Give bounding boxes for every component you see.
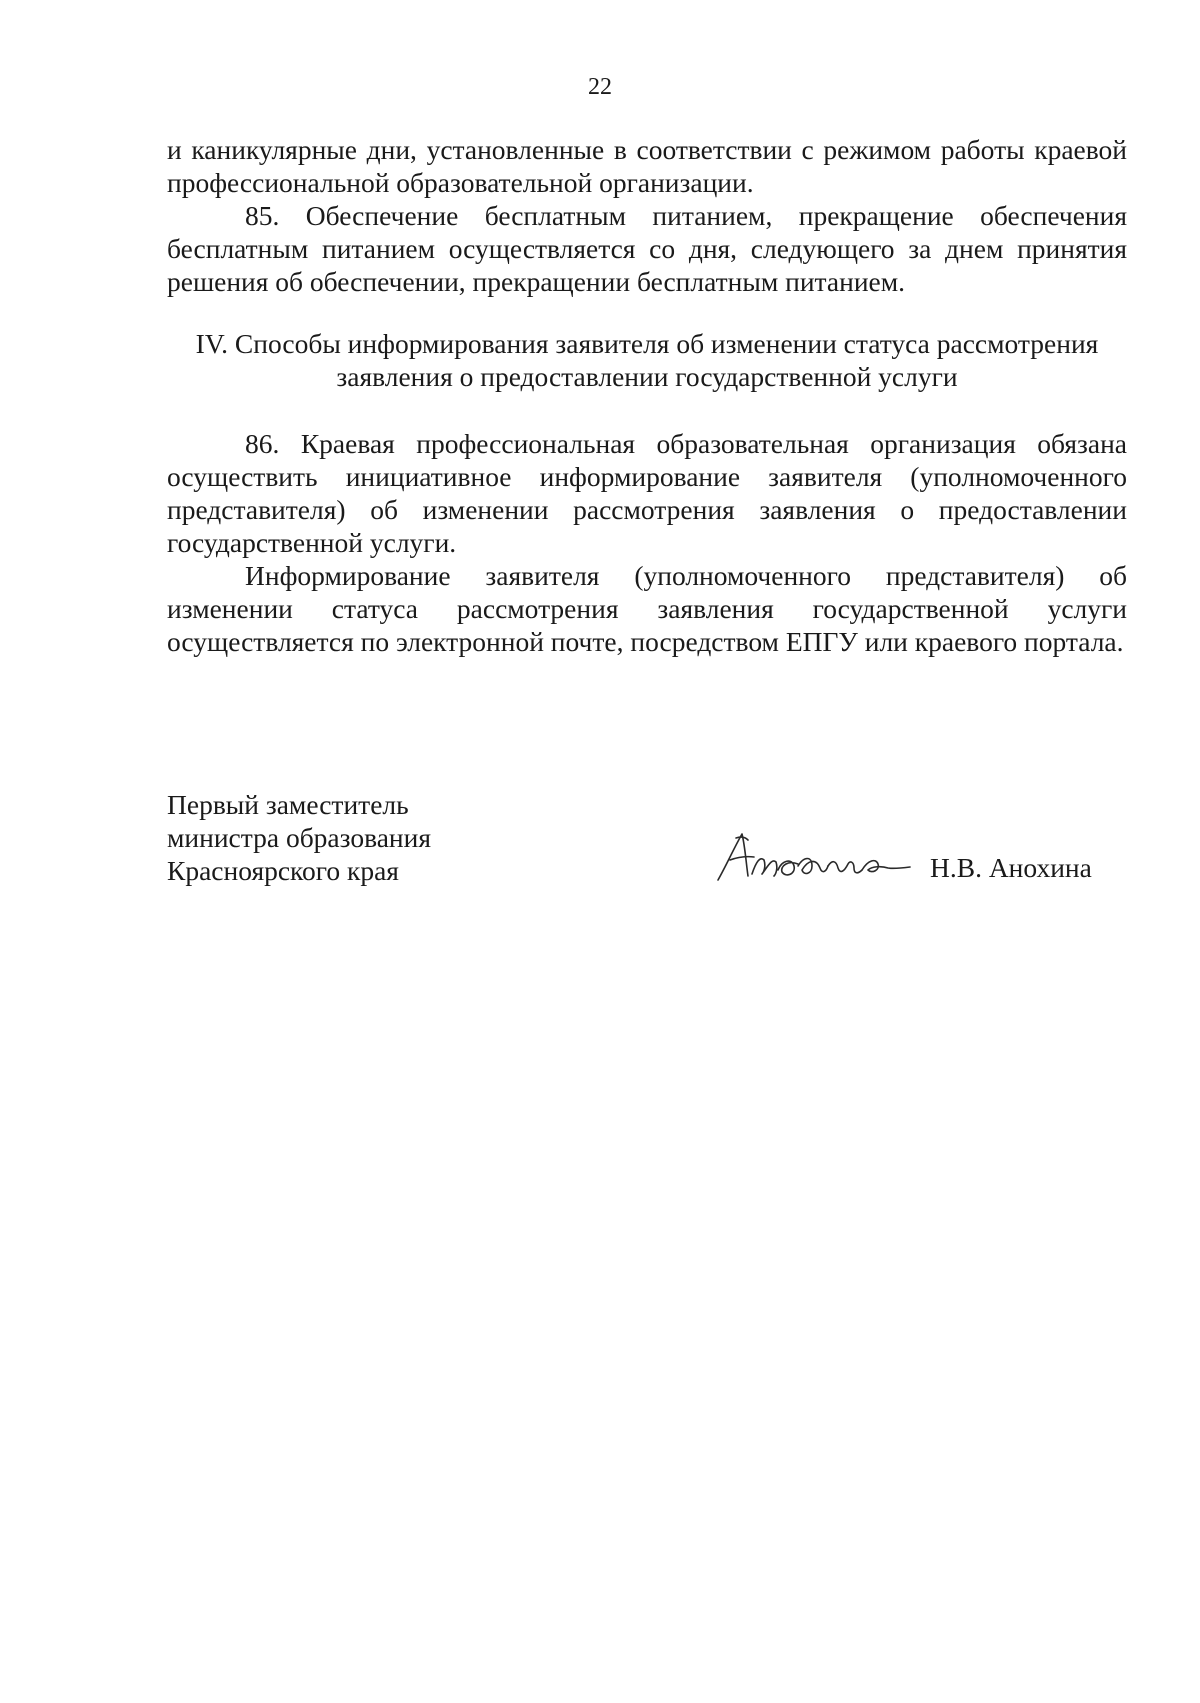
section-heading-line-1: IV. Способы информирования заявителя об изменении статуса рассмотрения <box>195 328 1099 359</box>
signatory-position-line-2: министра образования <box>167 822 432 853</box>
signatory-name: Н.В. Анохина <box>930 852 1092 883</box>
paragraph-informing: Информирование заявителя (уполномоченного представителя) об изменении статуса рассмотрения заявления государственной услуги осуществляется по электронной почте, посредством ЕПГУ или краевого портала. <box>167 560 1127 657</box>
section-heading-line-2: заявления о предоставлении государственной услуги <box>336 361 958 392</box>
signatory-position-line-3: Красноярского края <box>167 855 399 886</box>
section-heading <box>167 327 1127 393</box>
handwritten-signature <box>712 826 912 888</box>
page-number: 22 <box>588 74 612 100</box>
signatory-position-line-1: Первый заместитель <box>167 789 409 820</box>
body-text-top <box>167 133 1127 298</box>
paragraph-85: 85. Обеспечение бесплатным питанием, прекращение обеспечения бесплатным питанием осуществляется со дня, следующего за днем принятия решения об обеспечении, прекращении бесплатным питанием. <box>167 200 1127 297</box>
body-text-bottom <box>167 427 1127 658</box>
paragraph-continuation: и каникулярные дни, установленные в соответствии с режимом работы краевой профессиональной образовательной организации. <box>167 134 1127 198</box>
signatory-position <box>167 788 431 887</box>
paragraph-86: 86. Краевая профессиональная образовательная организация обязана осуществить инициативное информирование заявителя (уполномоченного представителя) об изменении рассмотрения заявления о предоставлении государственной услуги. <box>167 428 1127 558</box>
